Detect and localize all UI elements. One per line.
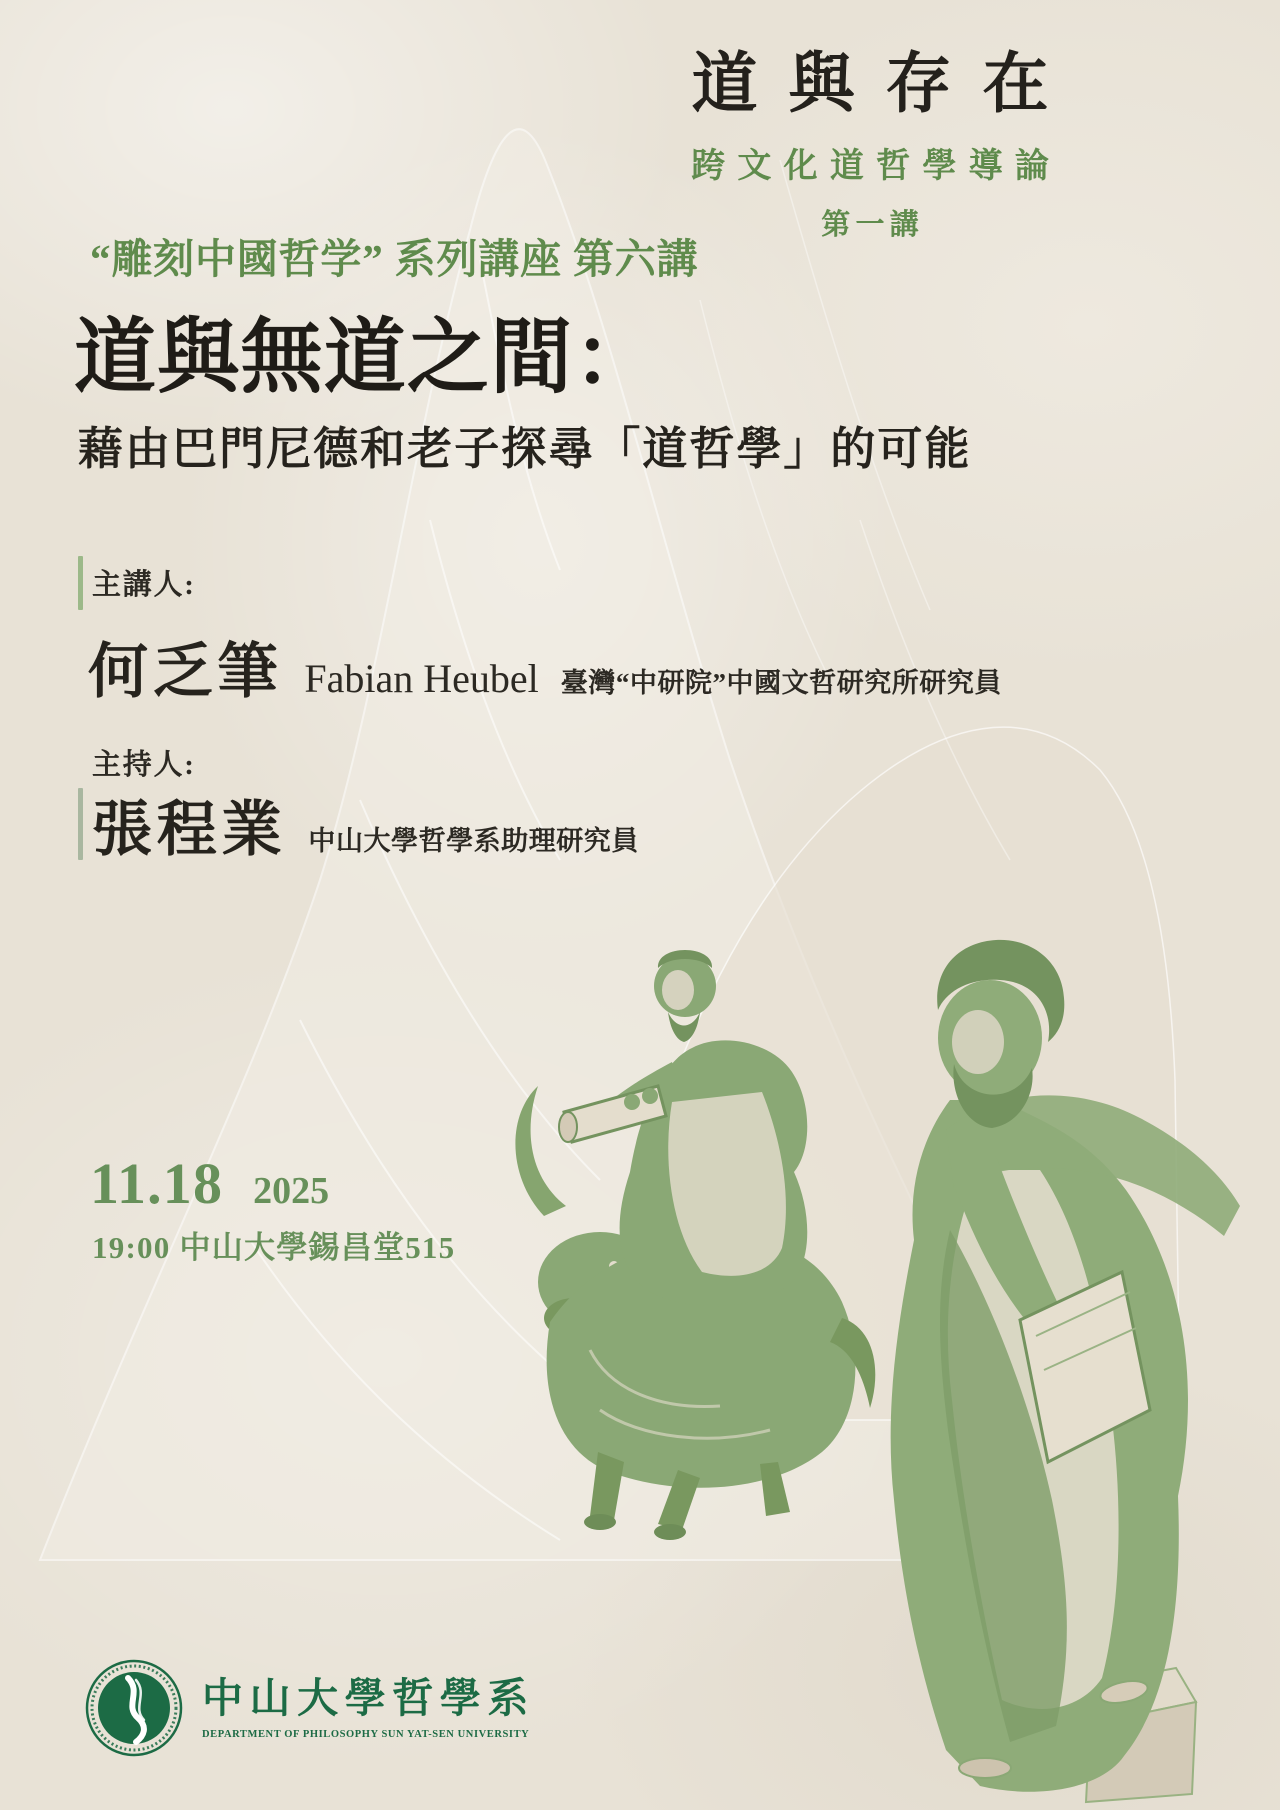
- series-title: 道與存在: [691, 48, 1080, 121]
- event-date: 11.18: [90, 1151, 224, 1216]
- host-affiliation: 中山大學哲學系助理研究員: [308, 826, 639, 856]
- department-name-en: DEPARTMENT OF PHILOSOPHY SUN YAT-SEN UNIVERSITY: [202, 1729, 530, 1741]
- speaker-latin-name: Fabian Heubel: [304, 656, 539, 701]
- event-year: 2025: [253, 1170, 330, 1212]
- host-row: [92, 782, 639, 868]
- series-subtitle: 跨文化道哲學導論: [691, 147, 1062, 185]
- poster-title-line1: 道與無道之間：: [74, 312, 657, 403]
- series-heading: [640, 44, 1100, 243]
- host-name: 張程業: [92, 797, 287, 863]
- series-session: 第一講: [821, 208, 924, 241]
- speaker-row: [88, 624, 1002, 710]
- event-date-row: [90, 1150, 329, 1217]
- host-accent-bar: [78, 788, 83, 860]
- laozi-ox-and-statue-illustration: [480, 850, 1280, 1810]
- poster-title-line2: 藉由巴門尼德和老子探尋「道哲學」的可能: [78, 424, 972, 474]
- lecture-series-line: “雕刻中國哲学” 系列講座 第六講: [90, 236, 699, 282]
- host-section-label: 主持人:: [92, 749, 196, 781]
- speaker-accent-bar: [78, 556, 83, 610]
- speaker-name: 何乏筆: [88, 639, 283, 705]
- department-name-block: [202, 1676, 535, 1740]
- event-time-venue: 19:00 中山大學錫昌堂515: [92, 1230, 456, 1265]
- department-footer: [84, 1658, 535, 1758]
- speaker-affiliation: 臺灣“中研院”中國文哲研究所研究員: [560, 668, 1002, 698]
- sun-yat-sen-university-seal-icon: [84, 1658, 184, 1758]
- laozi-on-ox-illustration: [515, 950, 875, 1540]
- department-name: 中山大學哲學系: [202, 1674, 535, 1721]
- speaker-section-label: 主講人:: [92, 569, 196, 601]
- greek-philosopher-illustration: [891, 940, 1240, 1802]
